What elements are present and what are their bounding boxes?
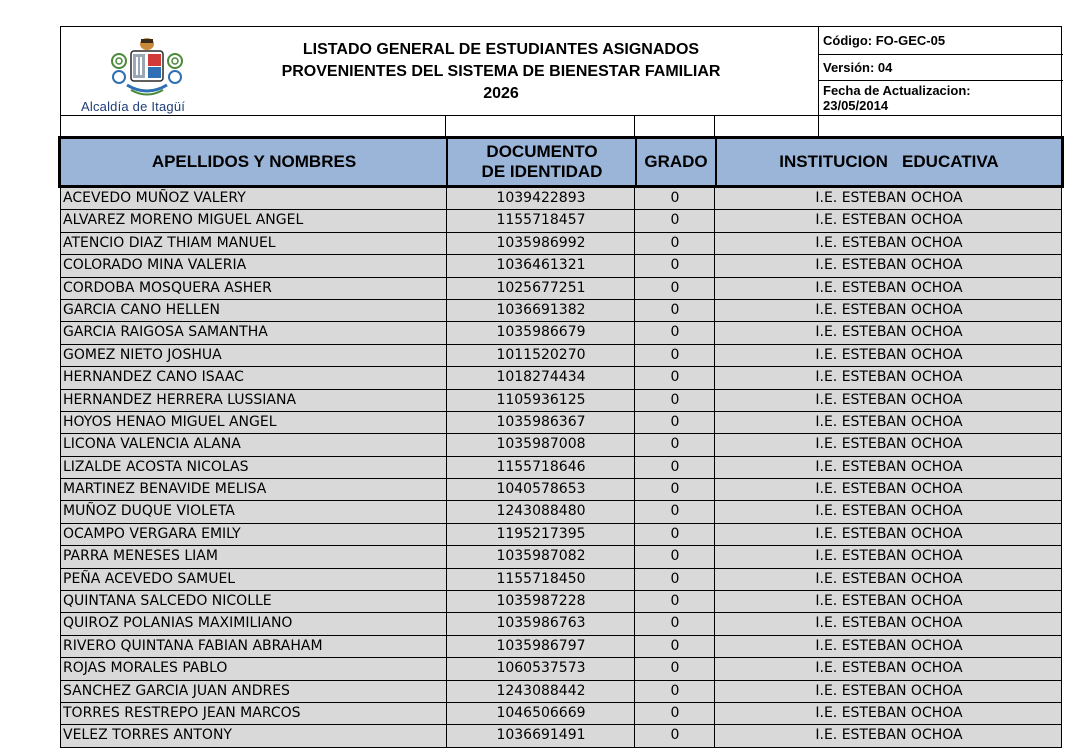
table-row (60, 613, 1062, 635)
cell-documento: 1155718646 (446, 457, 635, 478)
cell-documento: 1035986992 (446, 233, 635, 254)
cell-grado: 0 (634, 546, 715, 567)
blank-row-divider (445, 116, 446, 136)
cell-nombre: MUÑOZ DUQUE VIOLETA (63, 503, 235, 520)
cell-institucion: I.E. ESTEBAN OCHOA (714, 278, 1063, 299)
cell-nombre: TORRES RESTREPO JEAN MARCOS (63, 704, 301, 721)
table-row (60, 434, 1062, 456)
cell-documento: 1060537573 (446, 658, 635, 679)
table-row (60, 322, 1062, 344)
title-line-1: LISTADO GENERAL DE ESTUDIANTES ASIGNADOS (302, 41, 700, 58)
cell-documento: 1036461321 (446, 255, 635, 276)
cell-nombre: LICONA VALENCIA ALANA (63, 436, 241, 453)
cell-documento: 1039422893 (446, 188, 635, 209)
cell-institucion: I.E. ESTEBAN OCHOA (714, 322, 1063, 343)
document-header (60, 26, 1062, 116)
table-row (60, 412, 1062, 434)
title-year: 2026 (483, 85, 519, 102)
cell-nombre: GARCIA CANO HELLEN (63, 301, 220, 318)
cell-grado: 0 (634, 524, 715, 545)
cell-documento: 1243088480 (446, 501, 635, 522)
cell-institucion: I.E. ESTEBAN OCHOA (714, 345, 1063, 366)
table-row (60, 255, 1062, 277)
cell-grado: 0 (634, 681, 715, 702)
cell-institucion: I.E. ESTEBAN OCHOA (714, 591, 1063, 612)
header-grado: GRADO (644, 152, 708, 171)
cell-documento: 1035987008 (446, 434, 635, 455)
cell-nombre: QUINTANA SALCEDO NICOLLE (63, 593, 272, 610)
cell-documento: 1155718450 (446, 569, 635, 590)
cell-nombre: PEÑA ACEVEDO SAMUEL (63, 570, 236, 587)
itagui-seal-icon (105, 35, 189, 101)
cell-nombre: VELEZ TORRES ANTONY (63, 727, 232, 744)
cell-nombre: ROJAS MORALES PABLO (63, 660, 228, 677)
cell-nombre: ALVAREZ MORENO MIGUEL ANGEL (63, 212, 304, 229)
header-documento-line1: DOCUMENTO (486, 142, 598, 161)
cell-grado: 0 (634, 367, 715, 388)
cell-grado: 0 (634, 255, 715, 276)
table-row (60, 479, 1062, 501)
cell-documento: 1035987082 (446, 546, 635, 567)
document-metadata (818, 27, 1063, 115)
cell-grado: 0 (634, 390, 715, 411)
table-row (60, 278, 1062, 300)
cell-grado: 0 (634, 322, 715, 343)
cell-institucion: I.E. ESTEBAN OCHOA (714, 546, 1063, 567)
cell-institucion: I.E. ESTEBAN OCHOA (714, 524, 1063, 545)
cell-grado: 0 (634, 345, 715, 366)
cell-nombre: QUIROZ POLANIAS MAXIMILIANO (63, 615, 293, 632)
cell-documento: 1155718457 (446, 210, 635, 231)
table-row (60, 210, 1062, 232)
cell-nombre: PARRA MENESES LIAM (63, 548, 218, 565)
cell-grado: 0 (634, 479, 715, 500)
cell-institucion: I.E. ESTEBAN OCHOA (714, 255, 1063, 276)
cell-institucion: I.E. ESTEBAN OCHOA (714, 457, 1063, 478)
cell-grado: 0 (634, 278, 715, 299)
cell-grado: 0 (634, 457, 715, 478)
codigo-cell: Código: FO-GEC-05 (819, 27, 1063, 55)
cell-grado: 0 (634, 725, 715, 746)
cell-grado: 0 (634, 569, 715, 590)
table-row (60, 345, 1062, 367)
fecha-value: 23/05/2014 (823, 98, 889, 113)
table-row (60, 188, 1062, 210)
cell-nombre: SANCHEZ GARCIA JUAN ANDRES (63, 682, 290, 699)
table-row (60, 300, 1062, 322)
header-nombres: APELLIDOS Y NOMBRES (151, 152, 357, 171)
cell-documento: 1035987228 (446, 591, 635, 612)
cell-documento: 1036691491 (446, 725, 635, 746)
cell-grado: 0 (634, 658, 715, 679)
student-table-body (60, 188, 1062, 748)
table-row (60, 569, 1062, 591)
logo-area (61, 27, 271, 115)
table-row (60, 636, 1062, 658)
cell-institucion: I.E. ESTEBAN OCHOA (714, 233, 1063, 254)
cell-institucion: I.E. ESTEBAN OCHOA (714, 613, 1063, 634)
table-row (60, 591, 1062, 613)
cell-nombre: HOYOS HENAO MIGUEL ANGEL (63, 413, 277, 430)
cell-institucion: I.E. ESTEBAN OCHOA (714, 636, 1063, 657)
cell-grado: 0 (634, 636, 715, 657)
blank-row (60, 116, 1062, 136)
document-title (241, 39, 761, 105)
cell-nombre: RIVERO QUINTANA FABIAN ABRAHAM (63, 637, 323, 654)
table-header (58, 136, 1064, 188)
logo-caption: Alcaldía de Itagüí (81, 99, 186, 114)
cell-institucion: I.E. ESTEBAN OCHOA (714, 412, 1063, 433)
cell-documento: 1195217395 (446, 524, 635, 545)
cell-grado: 0 (634, 501, 715, 522)
cell-documento: 1040578653 (446, 479, 635, 500)
table-row (60, 681, 1062, 703)
cell-grado: 0 (634, 591, 715, 612)
header-institucion: INSTITUCION EDUCATIVA (779, 152, 999, 171)
cell-institucion: I.E. ESTEBAN OCHOA (714, 300, 1063, 321)
cell-grado: 0 (634, 233, 715, 254)
cell-institucion: I.E. ESTEBAN OCHOA (714, 188, 1063, 209)
cell-nombre: MARTINEZ BENAVIDE MELISA (63, 481, 267, 498)
table-row (60, 546, 1062, 568)
cell-institucion: I.E. ESTEBAN OCHOA (714, 681, 1063, 702)
cell-grado: 0 (634, 412, 715, 433)
cell-nombre: HERNANDEZ CANO ISAAC (63, 369, 244, 386)
cell-institucion: I.E. ESTEBAN OCHOA (714, 725, 1063, 746)
cell-nombre: LIZALDE ACOSTA NICOLAS (63, 458, 249, 475)
table-row (60, 457, 1062, 479)
cell-documento: 1035986797 (446, 636, 635, 657)
cell-documento: 1035986679 (446, 322, 635, 343)
table-row (60, 501, 1062, 523)
cell-institucion: I.E. ESTEBAN OCHOA (714, 703, 1063, 724)
cell-grado: 0 (634, 434, 715, 455)
blank-row-divider (818, 116, 819, 136)
cell-documento: 1011520270 (446, 345, 635, 366)
cell-nombre: HERNANDEZ HERRERA LUSSIANA (63, 391, 297, 408)
cell-grado: 0 (634, 703, 715, 724)
cell-institucion: I.E. ESTEBAN OCHOA (714, 390, 1063, 411)
cell-grado: 0 (634, 613, 715, 634)
cell-nombre: ATENCIO DIAZ THIAM MANUEL (63, 234, 276, 251)
table-row (60, 524, 1062, 546)
cell-documento: 1046506669 (446, 703, 635, 724)
header-documento (448, 139, 636, 185)
cell-institucion: I.E. ESTEBAN OCHOA (714, 434, 1063, 455)
cell-nombre: GARCIA RAIGOSA SAMANTHA (63, 324, 268, 341)
header-documento-line2: DE IDENTIDAD (481, 162, 603, 181)
cell-institucion: I.E. ESTEBAN OCHOA (714, 501, 1063, 522)
table-row (60, 233, 1062, 255)
version-cell: Versión: 04 (819, 55, 1063, 81)
cell-nombre: ACEVEDO MUÑOZ VALERY (63, 190, 246, 206)
cell-institucion: I.E. ESTEBAN OCHOA (714, 658, 1063, 679)
cell-documento: 1035986763 (446, 613, 635, 634)
cell-documento: 1025677251 (446, 278, 635, 299)
cell-documento: 1105936125 (446, 390, 635, 411)
cell-documento: 1036691382 (446, 300, 635, 321)
table-row (60, 658, 1062, 680)
cell-nombre: OCAMPO VERGARA EMILY (63, 525, 241, 542)
cell-documento: 1035986367 (446, 412, 635, 433)
cell-institucion: I.E. ESTEBAN OCHOA (714, 569, 1063, 590)
cell-nombre: GOMEZ NIETO JOSHUA (63, 346, 222, 363)
cell-institucion: I.E. ESTEBAN OCHOA (714, 210, 1063, 231)
blank-row-divider (714, 116, 715, 136)
cell-grado: 0 (634, 188, 715, 209)
blank-row-divider (634, 116, 635, 136)
cell-nombre: CORDOBA MOSQUERA ASHER (63, 279, 272, 296)
cell-nombre: COLORADO MINA VALERIA (63, 257, 247, 274)
cell-documento: 1243088442 (446, 681, 635, 702)
table-row (60, 367, 1062, 389)
fecha-cell (819, 82, 1063, 115)
title-line-2: PROVENIENTES DEL SISTEMA DE BIENESTAR FAMILIAR (281, 63, 721, 80)
fecha-label: Fecha de Actualizacion: (823, 83, 971, 98)
table-row (60, 725, 1062, 747)
cell-institucion: I.E. ESTEBAN OCHOA (714, 367, 1063, 388)
cell-grado: 0 (634, 300, 715, 321)
table-row (60, 703, 1062, 725)
cell-grado: 0 (634, 210, 715, 231)
cell-institucion: I.E. ESTEBAN OCHOA (714, 479, 1063, 500)
table-row (60, 390, 1062, 412)
cell-documento: 1018274434 (446, 367, 635, 388)
